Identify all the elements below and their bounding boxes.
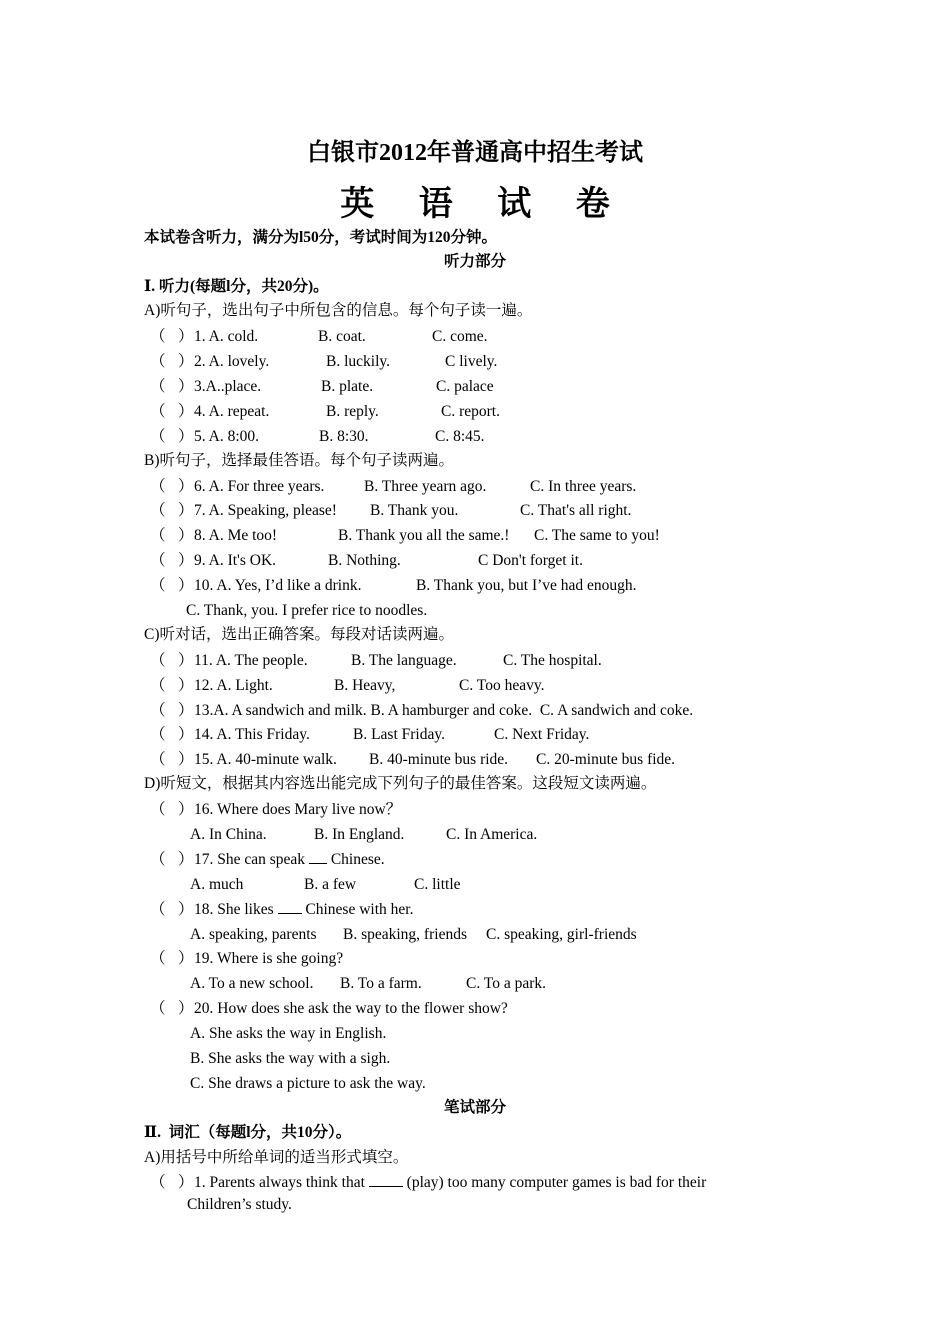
answer-paren-open: （ — [150, 328, 166, 345]
section1-A-instruction: A)听句子，选出句子中所包含的信息。每个句子读一遍。 — [144, 302, 533, 319]
answer-paren-open: （ — [150, 901, 166, 918]
option-b: B. plate. — [321, 378, 374, 395]
answer-paren-close: ） — [178, 1174, 194, 1191]
answer-paren-open: （ — [150, 478, 166, 495]
answer-paren-close: ） — [178, 901, 194, 918]
option-c: C. Next Friday. — [494, 726, 590, 743]
option-a: A. much — [190, 876, 244, 893]
answer-paren-close: ） — [178, 552, 194, 569]
option-b: B. Thank you, but I’ve had enough. — [416, 577, 637, 594]
answer-paren-open: （ — [150, 751, 166, 768]
answer-paren-open: （ — [150, 677, 166, 694]
section1-D-instruction: D)听短文，根据其内容选出能完成下列句子的最佳答案。这段短文读两遍。 — [144, 775, 657, 792]
option-b: B. In England. — [314, 826, 405, 843]
option-b: B. 40-minute bus ride. — [369, 751, 509, 768]
option-b: B. Heavy, — [334, 677, 396, 694]
option-c: C Don't forget it. — [478, 552, 583, 569]
option-a: 3.A..place. — [194, 378, 262, 395]
stem-text: 18. She likes — [194, 901, 278, 918]
answer-paren-close: ） — [178, 478, 194, 495]
option-a: 1. A. cold. — [194, 328, 259, 345]
option-c: C. 8:45. — [435, 428, 485, 445]
answer-paren-open: （ — [150, 502, 166, 519]
answer-paren-open: （ — [150, 801, 166, 818]
answer-paren-close: ） — [178, 851, 194, 868]
option-a: 8. A. Me too! — [194, 527, 278, 544]
question-stem: 19. Where is she going? — [194, 950, 344, 967]
question-stem — [194, 900, 413, 920]
answer-paren-open: （ — [150, 652, 166, 669]
option-c: C. The same to you! — [534, 527, 660, 544]
fill-blank[interactable] — [369, 1186, 403, 1187]
option-a: A. To a new school. — [190, 975, 314, 992]
listening-part-heading: 听力部分 — [443, 253, 506, 270]
stem-text: 1. Parents always think that — [194, 1174, 369, 1191]
option-a: A. speaking, parents — [190, 926, 317, 943]
answer-paren-close: ） — [178, 726, 194, 743]
question-13-options: 13.A. A sandwich and milk. B. A hamburger and coke. C. A sandwich and coke. — [194, 702, 694, 719]
option-a: 11. A. The people. — [194, 652, 308, 669]
answer-paren-open: （ — [150, 552, 166, 569]
option-a: 5. A. 8:00. — [194, 428, 260, 445]
question-stem — [194, 1173, 706, 1193]
answer-paren-close: ） — [178, 751, 194, 768]
option-a: 4. A. repeat. — [194, 403, 270, 420]
section2-A-instruction: A)用括号中所给单词的适当形式填空。 — [144, 1149, 409, 1166]
option-b: B. Last Friday. — [353, 726, 445, 743]
answer-paren-open: （ — [150, 1174, 166, 1191]
option-c: C. come. — [432, 328, 488, 345]
fill-blank[interactable] — [309, 863, 327, 864]
option-c: C. To a park. — [466, 975, 546, 992]
option-c: C. Too heavy. — [459, 677, 545, 694]
answer-paren-close: ） — [178, 702, 194, 719]
written-part-heading: 笔试部分 — [443, 1099, 506, 1116]
stem-text: Chinese. — [326, 851, 385, 868]
option-c: C. In America. — [446, 826, 538, 843]
option-b: B. coat. — [318, 328, 366, 345]
option-c: C. little — [414, 876, 461, 893]
answer-paren-close: ） — [178, 1000, 194, 1017]
section1-B-instruction: B)听句子，选择最佳答语。每个句子读两遍。 — [144, 452, 455, 469]
section1-heading: Ⅰ. 听力(每题l分，共20分)。 — [144, 278, 329, 295]
stem-text: 17. She can speak — [194, 851, 309, 868]
option-b: B. Thank you. — [370, 502, 459, 519]
option-b: B. reply. — [326, 403, 379, 420]
option-b: B. speaking, friends — [343, 926, 467, 943]
answer-paren-close: ） — [178, 403, 194, 420]
option-b: B. 8:30. — [319, 428, 369, 445]
option-a: 6. A. For three years. — [194, 478, 325, 495]
answer-paren-open: （ — [150, 577, 166, 594]
option-c: C. speaking, girl-friends — [486, 926, 637, 943]
option-a: 2. A. lovely. — [194, 353, 270, 370]
question-stem — [194, 850, 385, 870]
stem-text: Chinese with her. — [301, 901, 414, 918]
answer-paren-open: （ — [150, 950, 166, 967]
answer-paren-close: ） — [178, 502, 194, 519]
option-a: 9. A. It's OK. — [194, 552, 277, 569]
answer-paren-close: ） — [178, 428, 194, 445]
section2-heading: Ⅱ. 词汇（每题l分，共10分）。 — [144, 1124, 352, 1141]
answer-paren-open: （ — [150, 428, 166, 445]
answer-paren-close: ） — [178, 378, 194, 395]
option-b: B. a few — [304, 876, 357, 893]
option-b: B. The language. — [351, 652, 457, 669]
answer-paren-close: ） — [178, 353, 194, 370]
option-b: B. To a farm. — [340, 975, 422, 992]
fill-blank[interactable] — [278, 913, 302, 914]
option-c: C. The hospital. — [503, 652, 602, 669]
option-c: C lively. — [445, 353, 498, 370]
section1-C-instruction: C)听对话，选出正确答案。每段对话读两遍。 — [144, 626, 455, 643]
answer-paren-open: （ — [150, 702, 166, 719]
exam-title: 白银市2012年普通高中招生考试 — [307, 140, 643, 166]
question-stem: 20. How does she ask the way to the flower show? — [194, 1000, 508, 1017]
option-c: C. In three years. — [530, 478, 637, 495]
option-a: 7. A. Speaking, please! — [194, 502, 337, 519]
option-b: B. luckily. — [326, 353, 391, 370]
option-a: 14. A. This Friday. — [194, 726, 310, 743]
answer-paren-close: ） — [178, 577, 194, 594]
answer-paren-close: ） — [178, 801, 194, 818]
answer-paren-open: （ — [150, 726, 166, 743]
answer-paren-close: ） — [178, 950, 194, 967]
answer-paren-open: （ — [150, 527, 166, 544]
answer-paren-open: （ — [150, 353, 166, 370]
option-a: 10. A. Yes, I’d like a drink. — [194, 577, 362, 594]
option-b: B. Thank you all the same.! — [338, 527, 510, 544]
vocab-question-1-continued: Children’s study. — [187, 1196, 292, 1213]
question-stem: 16. Where does Mary live now？ — [194, 801, 402, 818]
option-c: C. That's all right. — [520, 502, 632, 519]
answer-paren-close: ） — [178, 328, 194, 345]
option-c: C. palace — [436, 378, 494, 395]
exam-subtitle: 英 语 试 卷 — [340, 186, 628, 223]
answer-paren-open: （ — [150, 1000, 166, 1017]
exam-note: 本试卷含听力，满分为l50分，考试时间为120分钟。 — [144, 229, 498, 246]
option-b: B. Nothing. — [328, 552, 401, 569]
answer-paren-open: （ — [150, 378, 166, 395]
option-a: A. She asks the way in English. — [190, 1025, 387, 1042]
option-b: B. She asks the way with a sigh. — [190, 1050, 391, 1067]
option-c: C. 20-minute bus fide. — [536, 751, 676, 768]
answer-paren-close: ） — [178, 527, 194, 544]
option-a: 12. A. Light. — [194, 677, 273, 694]
option-a: A. In China. — [190, 826, 267, 843]
stem-text: (play) too many computer games is bad for their — [402, 1174, 707, 1191]
answer-paren-close: ） — [178, 677, 194, 694]
option-b: B. Three yearn ago. — [364, 478, 487, 495]
answer-paren-open: （ — [150, 851, 166, 868]
answer-paren-close: ） — [178, 652, 194, 669]
option-c: C. report. — [441, 403, 500, 420]
option-c: C. She draws a picture to ask the way. — [190, 1075, 426, 1092]
answer-paren-open: （ — [150, 403, 166, 420]
option-a: 15. A. 40-minute walk. — [194, 751, 337, 768]
question-10-option-c: C. Thank, you. I prefer rice to noodles. — [186, 602, 428, 619]
